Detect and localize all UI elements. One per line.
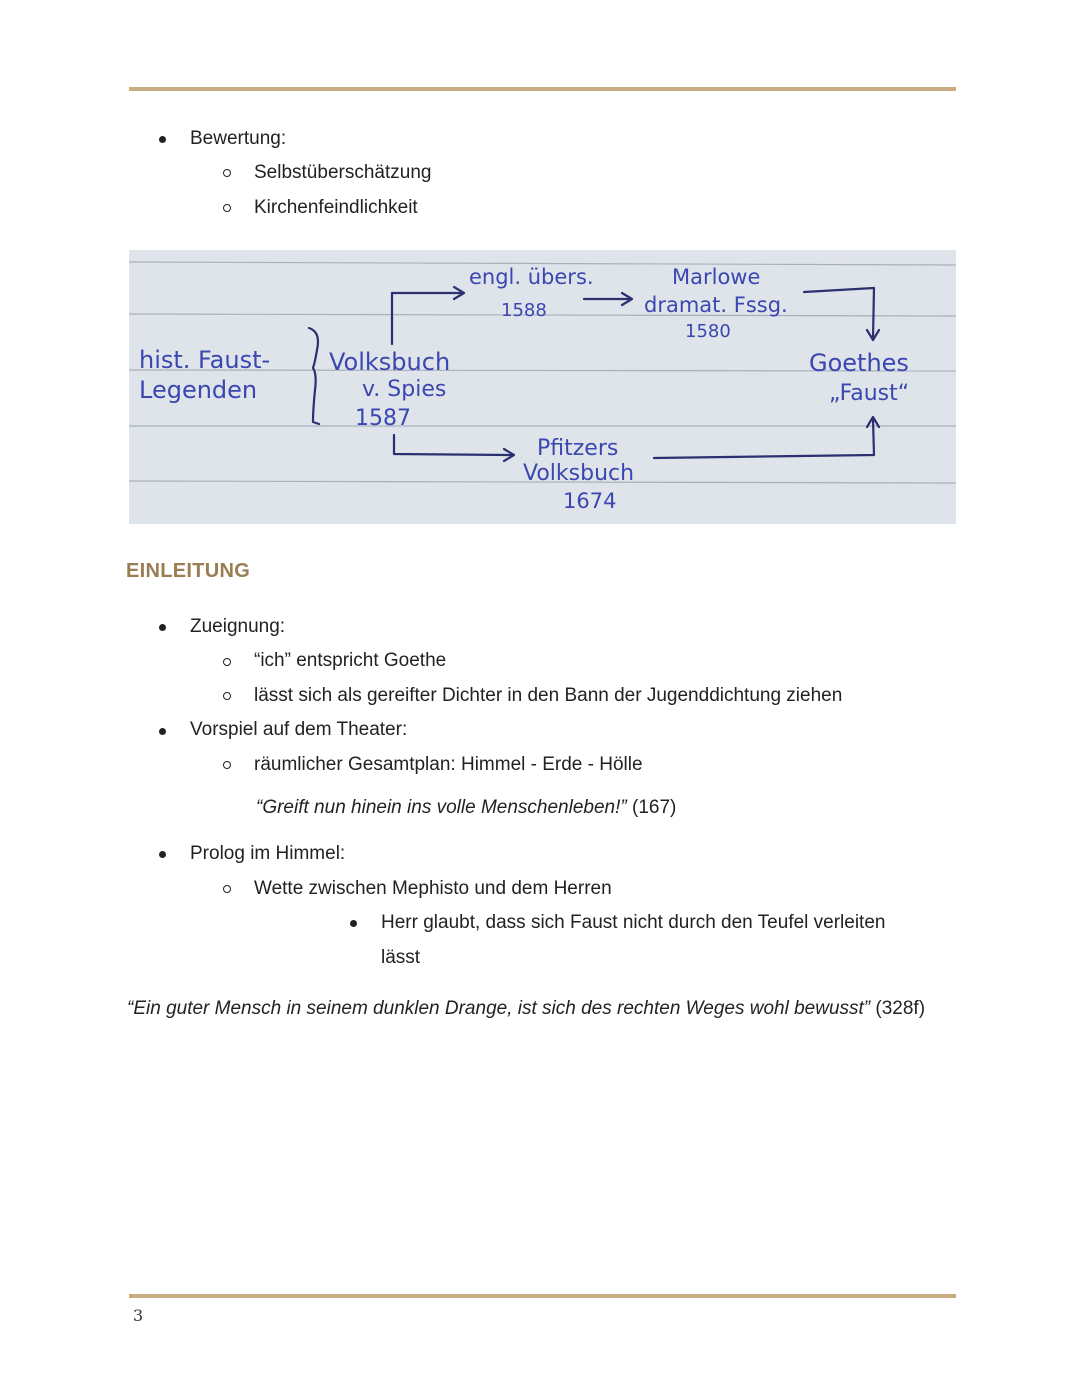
bewertung-item: Kirchenfeindlichkeit xyxy=(254,197,418,218)
bullet xyxy=(159,851,166,858)
zueignung-item: lässt sich als gereifter Dichter in den Bann der Jugenddichtung ziehen xyxy=(254,685,843,706)
final-quote xyxy=(127,998,925,1020)
sub-bullet xyxy=(223,761,231,769)
sub-bullet xyxy=(223,658,231,666)
sketch-right-line2: „Faust“ xyxy=(829,381,910,406)
sketch-center-title: Volksbuch xyxy=(329,348,451,376)
sketch-top1-line1: engl. übers. xyxy=(469,265,594,289)
sub-bullet xyxy=(223,204,231,212)
vorspiel-title: Vorspiel auf dem Theater: xyxy=(190,719,408,740)
bullet xyxy=(159,728,166,735)
sketch-right-line1: Goethes xyxy=(809,349,909,377)
sketch-svg xyxy=(129,250,956,524)
final-quote-ref: (328f) xyxy=(870,998,926,1019)
prolog-item: Wette zwischen Mephisto und dem Herren xyxy=(254,878,612,899)
sketch-top2-year: 1580 xyxy=(685,321,731,342)
bullet xyxy=(159,136,166,143)
vorspiel-quote-ref: (167) xyxy=(626,797,677,818)
prolog-title: Prolog im Himmel: xyxy=(190,843,346,864)
prolog-sub-line1: Herr glaubt, dass sich Faust nicht durch den Teufel verleiten xyxy=(381,912,886,933)
sub-bullet xyxy=(223,169,231,177)
sketch-top1-year: 1588 xyxy=(501,300,547,321)
final-quote-text: “Ein guter Mensch in seinem dunklen Drange, ist sich des rechten Weges wohl bewusst” xyxy=(127,998,871,1019)
sketch-left-line1: hist. Faust- xyxy=(139,346,271,374)
vorspiel-quote-text: “Greift nun hinein ins volle Menschenleben!” xyxy=(256,797,627,818)
sub-bullet xyxy=(223,885,231,893)
sketch-top2-name: Marlowe xyxy=(672,265,761,289)
top-divider xyxy=(129,87,956,91)
sketch-center-year: 1587 xyxy=(355,406,411,431)
vorspiel-item: räumlicher Gesamtplan: Himmel - Erde - Hölle xyxy=(254,754,643,775)
bullet xyxy=(350,920,357,927)
prolog-sub-line2: lässt xyxy=(381,947,421,968)
sketch-bottom-name: Pfitzers xyxy=(537,436,619,461)
section-heading: EINLEITUNG xyxy=(126,560,251,582)
page-number: 3 xyxy=(133,1306,144,1325)
sketch-left-line2: Legenden xyxy=(139,376,258,404)
sketch-bottom-year: 1674 xyxy=(563,489,617,513)
handwritten-sketch-photo xyxy=(129,250,956,524)
bottom-divider xyxy=(129,1294,956,1298)
sub-bullet xyxy=(223,692,231,700)
sketch-top2-line2: dramat. Fssg. xyxy=(644,293,788,317)
bewertung-item: Selbstüberschätzung xyxy=(254,162,432,183)
sketch-center-author: v. Spies xyxy=(362,377,447,402)
zueignung-title: Zueignung: xyxy=(190,616,286,637)
zueignung-item: “ich” entspricht Goethe xyxy=(254,650,447,671)
sketch-bottom-title: Volksbuch xyxy=(523,461,635,486)
bullet xyxy=(159,624,166,631)
vorspiel-quote xyxy=(256,797,676,819)
bewertung-title: Bewertung: xyxy=(190,128,287,149)
